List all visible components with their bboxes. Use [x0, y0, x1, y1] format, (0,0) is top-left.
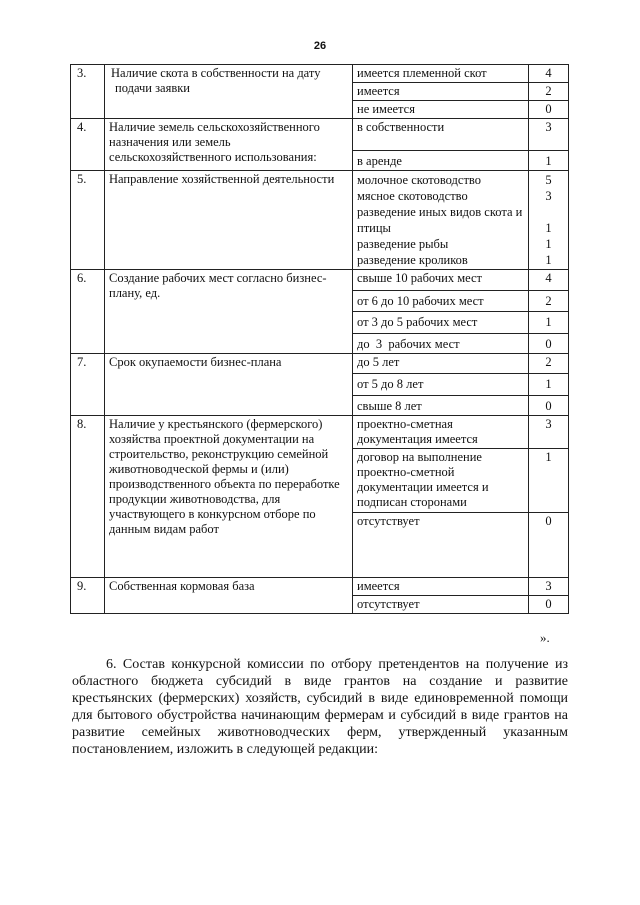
- option-value: от 6 до 10 рабочих мест: [353, 291, 529, 312]
- option-value: молочное скотоводство мясное скотоводство разведение иных видов скота и птицы разведение рыбы разведение кроликов: [353, 171, 529, 270]
- option-score: 2: [529, 83, 569, 101]
- option-value: договор на выполнение проектно-сметной документации имеется и подписан сторонами: [353, 449, 529, 513]
- criteria-table: [70, 64, 569, 614]
- criterion-text: Создание рабочих мест согласно бизнес-плану, ед.: [105, 270, 353, 354]
- criterion-number: 7.: [71, 354, 105, 416]
- option-score: 1: [529, 449, 569, 513]
- table-row: [71, 119, 569, 151]
- page-number: 26: [313, 40, 327, 52]
- option-score: 0: [529, 513, 569, 578]
- criterion-number: 4.: [71, 119, 105, 171]
- option-value: имеется: [353, 578, 529, 596]
- option-score: 4: [529, 65, 569, 83]
- option-value: имеется племенной скот: [353, 65, 529, 83]
- table-row: [71, 578, 569, 596]
- criterion-number: 8.: [71, 416, 105, 578]
- option-score: 3: [529, 578, 569, 596]
- option-value: до 3 рабочих мест: [353, 334, 529, 354]
- body-paragraph: 6. Состав конкурсной комиссии по отбору претендентов на получение из областного бюджета субсидий в виде грантов на создание и развитие крестьянских (фермерских) хозяйств, субсидий в виде единовременной помощи для бытового обустройства начинающим фермерам и субсидий в виде грантов на развитие семейных животноводческих ферм, утвержденный указанным постановлением, изложить в следующей редакции:: [72, 657, 568, 757]
- table-row: [71, 171, 569, 270]
- criterion-text: Наличие земель сельскохозяйственного назначения или земель сельскохозяйственного использования:: [105, 119, 353, 171]
- option-value: имеется: [353, 83, 529, 101]
- criterion-text: Наличие у крестьянского (фермерского) хозяйства проектной документации на строительство, реконструкцию семейной животноводческой фермы и (или) производственного объекта по переработке продукции животноводства, для участвующего в конкурсном отборе по данным видам работ: [105, 416, 353, 578]
- option-score: 1: [529, 374, 569, 396]
- option-score: 1: [529, 312, 569, 334]
- option-score: 2: [529, 291, 569, 312]
- criterion-text: Собственная кормовая база: [105, 578, 353, 614]
- option-value: до 5 лет: [353, 354, 529, 374]
- option-value: проектно-сметная документация имеется: [353, 416, 529, 449]
- option-score: 0: [529, 396, 569, 416]
- criterion-number: 5.: [71, 171, 105, 270]
- option-value: отсутствует: [353, 513, 529, 578]
- criterion-number: 6.: [71, 270, 105, 354]
- option-value: в собственности: [353, 119, 529, 151]
- option-value: не имеется: [353, 101, 529, 119]
- criterion-number: 9.: [71, 578, 105, 614]
- table-row: [71, 416, 569, 449]
- option-score: 3: [529, 119, 569, 151]
- option-value: свыше 10 рабочих мест: [353, 270, 529, 291]
- option-value: в аренде: [353, 151, 529, 171]
- closing-quote: ».: [540, 630, 550, 645]
- option-score: 3: [529, 416, 569, 449]
- option-value: от 3 до 5 рабочих мест: [353, 312, 529, 334]
- option-score: 2: [529, 354, 569, 374]
- option-score: 0: [529, 334, 569, 354]
- option-score: 4: [529, 270, 569, 291]
- criterion-number: 3.: [71, 65, 105, 119]
- option-score: 0: [529, 101, 569, 119]
- criterion-text: Направление хозяйственной деятельности: [105, 171, 353, 270]
- criterion-text: Срок окупаемости бизнес-плана: [105, 354, 353, 416]
- option-score: 1: [529, 151, 569, 171]
- option-value: свыше 8 лет: [353, 396, 529, 416]
- table-row: [71, 354, 569, 374]
- table-row: [71, 270, 569, 291]
- option-score: 5 3 1 1 1: [529, 171, 569, 270]
- option-value: от 5 до 8 лет: [353, 374, 529, 396]
- option-value: отсутствует: [353, 596, 529, 614]
- option-score: 0: [529, 596, 569, 614]
- table-row: [71, 65, 569, 83]
- criterion-text: Наличие скота в собственности на дату подачи заявки: [105, 65, 353, 119]
